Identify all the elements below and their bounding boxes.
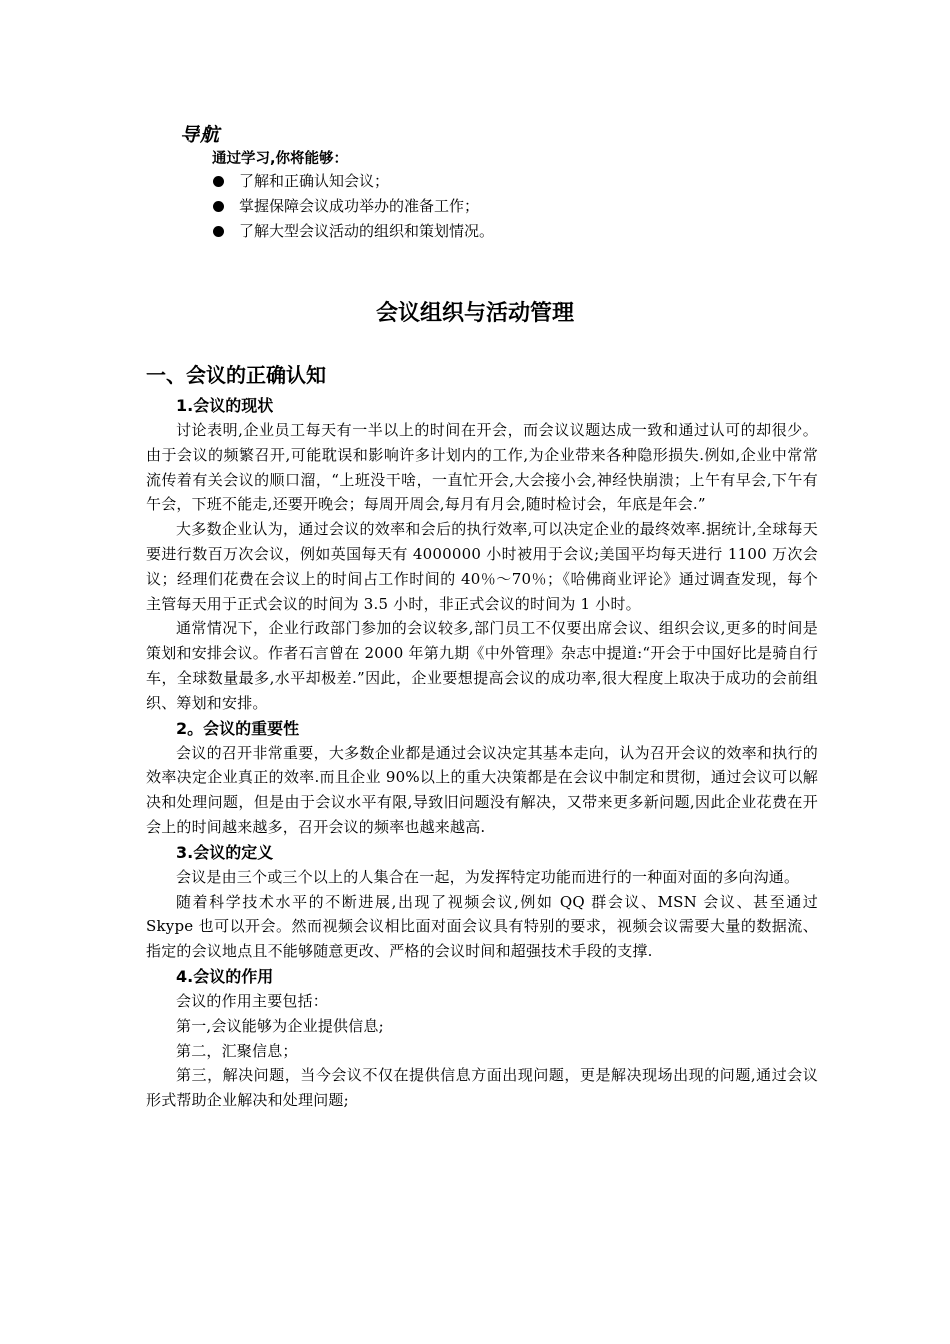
- subsection-heading: 3.会议的定义: [176, 842, 274, 862]
- list-item-text: 了解大型会议活动的组织和策划情况。: [239, 222, 495, 240]
- list-item: [212, 194, 494, 219]
- paragraph: 第一,会议能够为企业提供信息;: [176, 1016, 384, 1035]
- paragraph: 讨论表明,企业员工每天有一半以上的时间在开会，而会议议题达成一致和通过认可的却很少。由于会议的频繁召开,可能耽误和影响许多计划内的工作,为企业带来各种隐形损失.例如,企业中常常流传着有关会议的顺口溜，“上班没干啥，一直忙开会,大会接小会,神经快崩溃；上午有早会,下午有午会，下班不能走,还要开晚会；每周开周会,每月有月会,随时检讨会，年底是年会.”: [146, 421, 818, 514]
- paragraph: 通常情况下，企业行政部门参加的会议较多,部门员工不仅要出席会议、组织会议,更多的时间是策划和安排会议。作者石言曾在 2000 年第九期《中外管理》杂志中提道:“开会于中国好比是骑自行车，全球数量最多,水平却极差.”因此，企业要想提高会议的成功率,很大程度上取决于成功的会前组织、筹划和安排。: [146, 619, 818, 712]
- paragraph: 随着科学技术水平的不断进展,出现了视频会议,例如 QQ 群会议、MSN 会议、甚至通过 Skype 也可以开会。然而视频会议相比面对面会议具有特别的要求，视频会议需要大量的数据流、指定的会议地点且不能够随意更改、严格的会议时间和超强技术手段的支撑.: [146, 892, 818, 961]
- list-item-text: 掌握保障会议成功举办的准备工作；: [239, 197, 480, 215]
- list-item-text: 了解和正确认知会议；: [239, 172, 390, 190]
- paragraph: 第二，汇聚信息；: [176, 1041, 298, 1060]
- section-heading: 一、会议的正确认知: [146, 363, 326, 387]
- nav-title: 导航: [180, 124, 221, 146]
- list-item: [212, 169, 494, 194]
- paragraph: 会议的召开非常重要，大多数企业都是通过会议决定其基本走向，认为召开会议的效率和执行的效率决定企业真正的效率.而且企业 90%以上的重大决策都是在会议中制定和贯彻，通过会议可以解决和处理问题，但是由于会议水平有限,导致旧问题没有解决，又带来更多新问题,因此企业花费在开会上的时间越来越多，召开会议的频率也越来越高.: [146, 743, 818, 836]
- nav-intro: 通过学习,你将能够：: [212, 151, 349, 167]
- nav-goal-list: [212, 169, 494, 244]
- bullet-icon: [213, 201, 224, 212]
- bullet-icon: [213, 176, 224, 187]
- paragraph: 会议是由三个或三个以上的人集合在一起，为发挥特定功能而进行的一种面对面的多向沟通。: [176, 867, 800, 886]
- paragraph: 第三，解决问题，当今会议不仅在提供信息方面出现问题，更是解决现场出现的问题,通过会议形式帮助企业解决和处理问题;: [146, 1066, 818, 1110]
- subsection-heading: 2。会议的重要性: [176, 718, 300, 738]
- document-title: 会议组织与活动管理: [375, 301, 574, 326]
- paragraph: 大多数企业认为，通过会议的效率和会后的执行效率,可以决定企业的最终效率.据统计,全球每天要进行数百万次会议，例如英国每天有 4000000 小时被用于会议;美国平均每天进行 1100 万次会议；经理们花费在会议上的时间占工作时间的 40％～70％；《哈佛商业评论》通过调查发现，每个主管每天用于正式会议的时间为 3.5 小时，非正式会议的时间为 1 小时。: [146, 520, 818, 613]
- list-item: [212, 219, 494, 244]
- paragraph: 会议的作用主要包括：: [176, 991, 329, 1010]
- subsection-heading: 4.会议的作用: [176, 966, 274, 986]
- document-body: [146, 393, 818, 1113]
- subsection-heading: 1.会议的现状: [176, 396, 274, 415]
- bullet-icon: [213, 226, 224, 237]
